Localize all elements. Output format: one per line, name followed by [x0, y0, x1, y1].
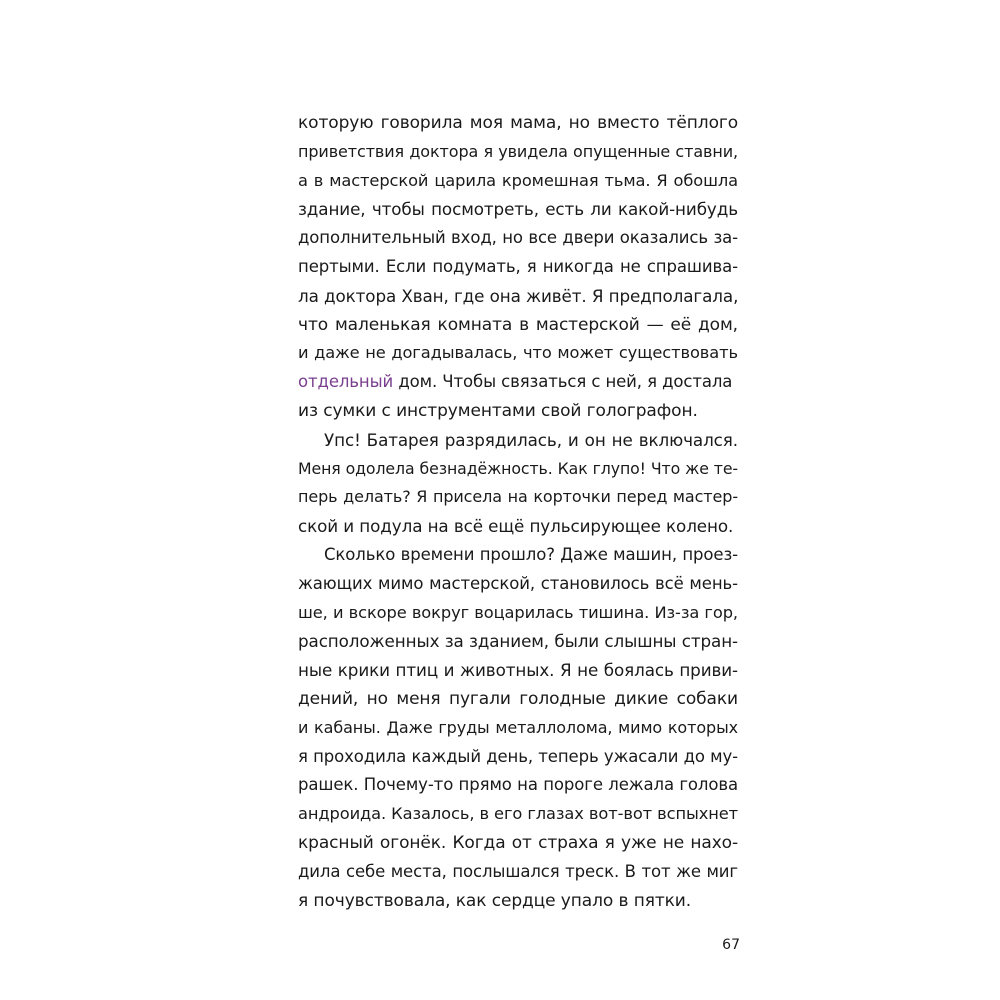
- text-line: и кабаны. Даже груды металлолома, мимо которых: [298, 717, 738, 737]
- text-line: Меня одолела безнадёжность. Как глупо! Что же те-: [298, 458, 738, 478]
- text-line: ше, и вскоре вокруг воцарилась тишина. Из-за гор,: [298, 602, 738, 622]
- text-line: дила себе места, послышался треск. В тот же миг: [298, 861, 738, 881]
- text-line: дополнительный вход, но все двери оказались за-: [298, 228, 738, 248]
- text-line: перь делать? Я присела на корточки перед мастер-: [298, 487, 738, 507]
- text-line: из сумки с инструментами свой голографон.: [298, 400, 698, 421]
- text-line: приветствия доктора я увидела опущенные ставни,: [298, 141, 738, 161]
- paragraph: [298, 109, 738, 426]
- text-line: здание, чтобы посмотреть, есть ли какой-нибудь: [298, 199, 738, 220]
- text-fragment: дом. Чтобы связаться с ней, я достала: [393, 372, 733, 392]
- text-line: я почувствовала, как сердце упало в пятки.: [298, 890, 692, 911]
- highlighted-word: отдельный: [298, 372, 394, 392]
- text-line: ской и подула на всё ещё пульсирующее колено.: [298, 516, 734, 537]
- text-line: я проходила каждый день, теперь ужасали до му-: [298, 746, 738, 766]
- text-line: [298, 368, 738, 397]
- text-line: ла доктора Хван, где она живёт. Я предполагала,: [298, 285, 739, 306]
- text-line: жающих мимо мастерской, становилось всё мень-: [298, 573, 738, 593]
- text-line: пертыми. Если подумать, я никогда не спрашива-: [298, 256, 738, 276]
- page-number: 67: [722, 937, 740, 953]
- body-text: [298, 109, 738, 915]
- text-line: которую говорила моя мама, но вместо тёплого: [298, 113, 738, 133]
- text-line: Упс! Батарея разрядилась, и он не включался.: [324, 429, 738, 450]
- text-line: красный огонёк. Когда от страха я уже не нахо-: [298, 832, 738, 853]
- text-line: дений, но меня пугали голодные дикие собаки: [298, 688, 738, 709]
- text-line: расположенных за зданием, были слышны стран-: [298, 631, 738, 652]
- text-line: что маленькая комната в мастерской — её дом,: [298, 314, 738, 335]
- text-line: андроида. Казалось, в его глазах вот-вот вспыхнет: [298, 804, 738, 824]
- text-line: и даже не догадывалась, что может существовать: [298, 343, 738, 363]
- text-line: ные крики птиц и животных. Я не боялась приви-: [298, 660, 738, 681]
- text-line: Сколько времени прошло? Даже машин, проез-: [324, 544, 738, 564]
- paragraph: [298, 426, 738, 541]
- text-line: а в мастерской царила кромешная тьма. Я обошла: [298, 170, 738, 190]
- text-line: рашек. Почему-то прямо на пороге лежала голова: [298, 775, 738, 795]
- paragraph: [298, 541, 738, 915]
